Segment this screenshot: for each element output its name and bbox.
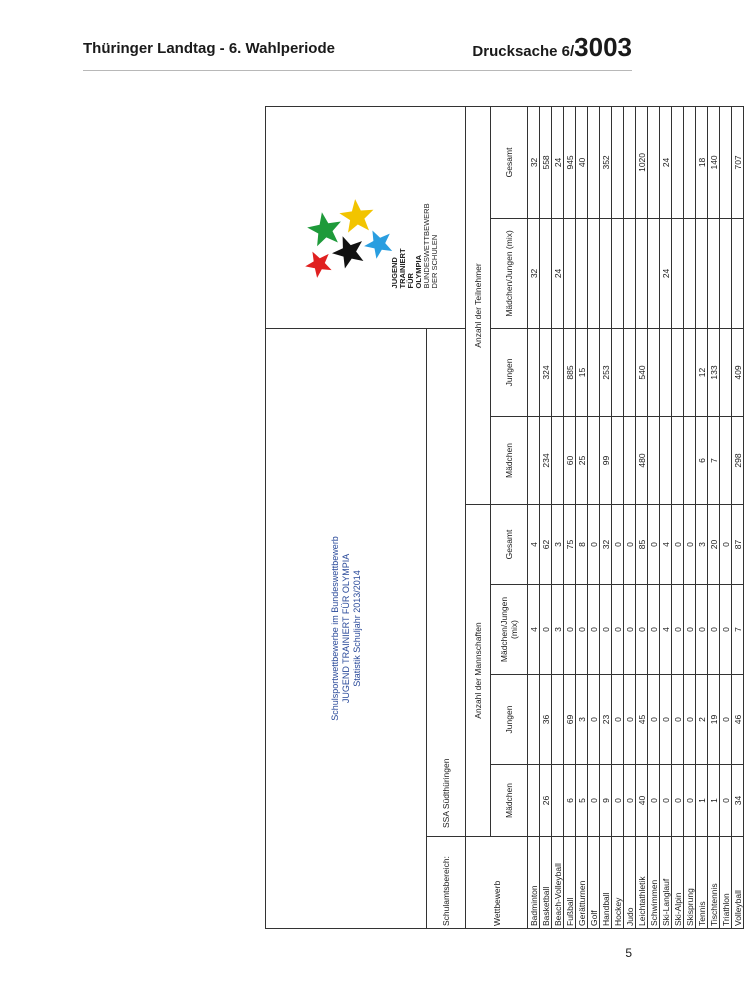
- value-cell: [600, 218, 612, 328]
- value-cell: 0: [576, 585, 588, 675]
- schulamt-value: SSA Südthüringen: [427, 328, 466, 836]
- value-cell: 32: [528, 218, 540, 328]
- value-cell: 352: [600, 106, 612, 218]
- value-cell: [588, 218, 600, 328]
- value-cell: 0: [684, 675, 696, 765]
- column-header-row: [491, 106, 528, 928]
- value-cell: [660, 417, 672, 505]
- page-number: 5: [625, 946, 632, 960]
- value-cell: 558: [540, 106, 552, 218]
- value-cell: [684, 328, 696, 416]
- sport-name-cell: Volleyball: [732, 837, 744, 929]
- value-cell: [528, 765, 540, 837]
- value-cell: [588, 328, 600, 416]
- value-cell: 0: [636, 585, 648, 675]
- value-cell: 87: [732, 505, 744, 585]
- col-header-participants-boys: Jungen: [491, 328, 528, 416]
- logo-star: [339, 200, 373, 234]
- table-row: [612, 106, 624, 928]
- value-cell: [672, 417, 684, 505]
- value-cell: 24: [660, 218, 672, 328]
- value-cell: [552, 765, 564, 837]
- value-cell: [720, 106, 732, 218]
- value-cell: 32: [600, 505, 612, 585]
- value-cell: 18: [696, 106, 708, 218]
- value-cell: 0: [648, 505, 660, 585]
- col-header-teams-total: Gesamt: [491, 505, 528, 585]
- value-cell: [528, 417, 540, 505]
- value-cell: 46: [732, 675, 744, 765]
- value-cell: 0: [660, 765, 672, 837]
- logo-word-3: FÜR: [405, 273, 415, 289]
- value-cell: 75: [564, 505, 576, 585]
- value-cell: [684, 417, 696, 505]
- value-cell: 0: [648, 585, 660, 675]
- value-cell: 62: [540, 505, 552, 585]
- sport-name-cell: Gerätturnen: [576, 837, 588, 929]
- value-cell: 0: [624, 505, 636, 585]
- value-cell: [540, 218, 552, 328]
- value-cell: [624, 106, 636, 218]
- value-cell: 0: [720, 675, 732, 765]
- table-row: [564, 106, 576, 928]
- value-cell: 7: [732, 585, 744, 675]
- value-cell: 36: [540, 675, 552, 765]
- logo-star: [364, 231, 392, 259]
- value-cell: 1: [708, 765, 720, 837]
- value-cell: [672, 218, 684, 328]
- value-cell: [552, 417, 564, 505]
- table-row: [732, 106, 744, 928]
- value-cell: 0: [588, 765, 600, 837]
- sport-name-cell: Tennis: [696, 837, 708, 929]
- value-cell: 26: [540, 765, 552, 837]
- value-cell: 32: [528, 106, 540, 218]
- sport-name-cell: Badminton: [528, 837, 540, 929]
- document-number-value: 3003: [574, 32, 632, 62]
- value-cell: 34: [732, 765, 744, 837]
- value-cell: [648, 106, 660, 218]
- table-row: [540, 106, 552, 928]
- value-cell: [612, 218, 624, 328]
- value-cell: 234: [540, 417, 552, 505]
- value-cell: [564, 218, 576, 328]
- table-row: [636, 106, 648, 928]
- group-header-row: [466, 106, 491, 928]
- col-header-sport: Wettbewerb: [466, 837, 528, 929]
- value-cell: 0: [648, 765, 660, 837]
- table-title: [266, 328, 427, 928]
- value-cell: 19: [708, 675, 720, 765]
- schulamt-label: Schulamtsbereich:: [427, 837, 466, 929]
- table-row: [684, 106, 696, 928]
- title-line-2: JUGEND TRAINIERT FÜR OLYMPIA: [340, 553, 351, 704]
- value-cell: [648, 417, 660, 505]
- value-cell: 707: [732, 106, 744, 218]
- value-cell: 24: [552, 106, 564, 218]
- sport-name-cell: Triathlon: [720, 837, 732, 929]
- table-row: [708, 106, 720, 928]
- value-cell: 0: [684, 505, 696, 585]
- value-cell: [624, 328, 636, 416]
- value-cell: [660, 328, 672, 416]
- value-cell: [552, 328, 564, 416]
- value-cell: 1: [696, 765, 708, 837]
- value-cell: 23: [600, 675, 612, 765]
- logo-text: [391, 146, 439, 288]
- value-cell: [648, 328, 660, 416]
- value-cell: 0: [612, 505, 624, 585]
- sport-name-cell: Golf: [588, 837, 600, 929]
- table-row: [600, 106, 612, 928]
- value-cell: 7: [708, 417, 720, 505]
- value-cell: 20: [708, 505, 720, 585]
- group-header-participants: Anzahl der Teilnehmer: [466, 106, 491, 504]
- col-header-participants-mixed: Mädchen/Jungen (mix): [491, 218, 528, 328]
- value-cell: 4: [528, 585, 540, 675]
- col-header-teams-mixed: Mädchen/Jungen (mix): [491, 585, 528, 675]
- value-cell: 0: [612, 675, 624, 765]
- sport-name-cell: Ski-Alpin: [672, 837, 684, 929]
- value-cell: [612, 328, 624, 416]
- value-cell: 0: [624, 765, 636, 837]
- value-cell: 0: [708, 585, 720, 675]
- value-cell: 15: [576, 328, 588, 416]
- value-cell: 0: [696, 585, 708, 675]
- value-cell: 4: [660, 505, 672, 585]
- sport-name-cell: Tischtennis: [708, 837, 720, 929]
- value-cell: 3: [696, 505, 708, 585]
- value-cell: 5: [576, 765, 588, 837]
- value-cell: 12: [696, 328, 708, 416]
- value-cell: [636, 218, 648, 328]
- value-cell: 133: [708, 328, 720, 416]
- value-cell: 0: [720, 765, 732, 837]
- table-row: [696, 106, 708, 928]
- value-cell: 0: [672, 585, 684, 675]
- table-row: [720, 106, 732, 928]
- document-number: [472, 32, 632, 63]
- value-cell: [624, 417, 636, 505]
- value-cell: 4: [528, 505, 540, 585]
- title-line-1: Schulsportwettbewerbe im Bundeswettbewerb: [329, 536, 340, 721]
- table-row: [648, 106, 660, 928]
- logo-word-4: OLYMPIA: [413, 254, 423, 289]
- value-cell: 0: [684, 585, 696, 675]
- value-cell: 0: [720, 505, 732, 585]
- value-cell: 3: [552, 505, 564, 585]
- table-row: [588, 106, 600, 928]
- value-cell: [612, 106, 624, 218]
- sport-name-cell: Beach-Volleyball: [552, 837, 564, 929]
- value-cell: 99: [600, 417, 612, 505]
- value-cell: 0: [612, 765, 624, 837]
- sport-name-cell: Handball: [600, 837, 612, 929]
- sport-name-cell: Leichtathletik: [636, 837, 648, 929]
- value-cell: 0: [684, 765, 696, 837]
- value-cell: 0: [588, 505, 600, 585]
- value-cell: 40: [576, 106, 588, 218]
- value-cell: 253: [600, 328, 612, 416]
- value-cell: [696, 218, 708, 328]
- value-cell: 885: [564, 328, 576, 416]
- logo-side-1: BUNDESWETTBEWERB: [421, 203, 431, 289]
- table-row: [660, 106, 672, 928]
- table-row: [576, 106, 588, 928]
- value-cell: 1020: [636, 106, 648, 218]
- value-cell: 9: [600, 765, 612, 837]
- sport-name-cell: Skisprung: [684, 837, 696, 929]
- value-cell: [552, 675, 564, 765]
- value-cell: 69: [564, 675, 576, 765]
- value-cell: 0: [600, 585, 612, 675]
- value-cell: [576, 218, 588, 328]
- value-cell: [720, 218, 732, 328]
- value-cell: 6: [696, 417, 708, 505]
- value-cell: [528, 675, 540, 765]
- value-cell: 0: [672, 765, 684, 837]
- sport-name-cell: Basketball: [540, 837, 552, 929]
- value-cell: 0: [564, 585, 576, 675]
- value-cell: [588, 417, 600, 505]
- olympic-stars-icon: [291, 142, 391, 292]
- value-cell: [528, 328, 540, 416]
- jtfo-logo: [266, 106, 466, 328]
- value-cell: 40: [636, 765, 648, 837]
- col-header-teams-girls: Mädchen: [491, 765, 528, 837]
- table-row: [672, 106, 684, 928]
- value-cell: [672, 328, 684, 416]
- value-cell: 3: [576, 675, 588, 765]
- col-header-participants-girls: Mädchen: [491, 417, 528, 505]
- value-cell: [732, 218, 744, 328]
- document-header-title: Thüringer Landtag - 6. Wahlperiode: [83, 40, 335, 57]
- value-cell: 140: [708, 106, 720, 218]
- logo-word-1: JUGEND: [389, 257, 399, 289]
- document-number-prefix: Drucksache 6/: [472, 43, 575, 60]
- value-cell: 24: [660, 106, 672, 218]
- value-cell: [648, 218, 660, 328]
- value-cell: [708, 218, 720, 328]
- value-cell: 0: [672, 505, 684, 585]
- col-header-participants-total: Gesamt: [491, 106, 528, 218]
- value-cell: 324: [540, 328, 552, 416]
- value-cell: 0: [624, 675, 636, 765]
- value-cell: [612, 417, 624, 505]
- value-cell: 8: [576, 505, 588, 585]
- value-cell: [588, 106, 600, 218]
- value-cell: 3: [552, 585, 564, 675]
- value-cell: 0: [588, 675, 600, 765]
- jtfo-logo-box: [291, 142, 441, 292]
- logo-side-2: DER SCHULEN: [429, 234, 439, 289]
- value-cell: 24: [552, 218, 564, 328]
- sport-name-cell: Fußball: [564, 837, 576, 929]
- value-cell: [720, 328, 732, 416]
- sport-name-cell: Judo: [624, 837, 636, 929]
- value-cell: 0: [624, 585, 636, 675]
- value-cell: 0: [720, 585, 732, 675]
- value-cell: [684, 106, 696, 218]
- sport-name-cell: Ski-Langlauf: [660, 837, 672, 929]
- value-cell: 2: [696, 675, 708, 765]
- value-cell: 60: [564, 417, 576, 505]
- value-cell: 945: [564, 106, 576, 218]
- value-cell: 0: [540, 585, 552, 675]
- value-cell: 540: [636, 328, 648, 416]
- sport-name-cell: Schwimmen: [648, 837, 660, 929]
- logo-star: [307, 213, 341, 247]
- value-cell: 0: [612, 585, 624, 675]
- logo-star: [305, 252, 331, 278]
- header-rule: [83, 70, 632, 71]
- value-cell: 6: [564, 765, 576, 837]
- group-header-teams: Anzahl der Mannschaften: [466, 505, 491, 837]
- title-line-3: Statistik Schuljahr 2013/2014: [351, 570, 362, 687]
- value-cell: 409: [732, 328, 744, 416]
- table-row: [624, 106, 636, 928]
- value-cell: 4: [660, 585, 672, 675]
- table-row: [528, 106, 540, 928]
- value-cell: 0: [660, 675, 672, 765]
- value-cell: 25: [576, 417, 588, 505]
- sport-name-cell: Hockey: [612, 837, 624, 929]
- table-row: [552, 106, 564, 928]
- value-cell: 45: [636, 675, 648, 765]
- value-cell: 0: [648, 675, 660, 765]
- value-cell: 0: [588, 585, 600, 675]
- value-cell: [624, 218, 636, 328]
- col-header-teams-boys: Jungen: [491, 675, 528, 765]
- value-cell: 0: [672, 675, 684, 765]
- value-cell: 85: [636, 505, 648, 585]
- value-cell: [684, 218, 696, 328]
- value-cell: 298: [732, 417, 744, 505]
- statistics-table: [265, 106, 744, 929]
- value-cell: 480: [636, 417, 648, 505]
- title-row: [266, 106, 427, 928]
- value-cell: [720, 417, 732, 505]
- value-cell: [672, 106, 684, 218]
- logo-word-2: TRAINIERT: [397, 248, 407, 289]
- statistics-table-rotated: [265, 107, 743, 929]
